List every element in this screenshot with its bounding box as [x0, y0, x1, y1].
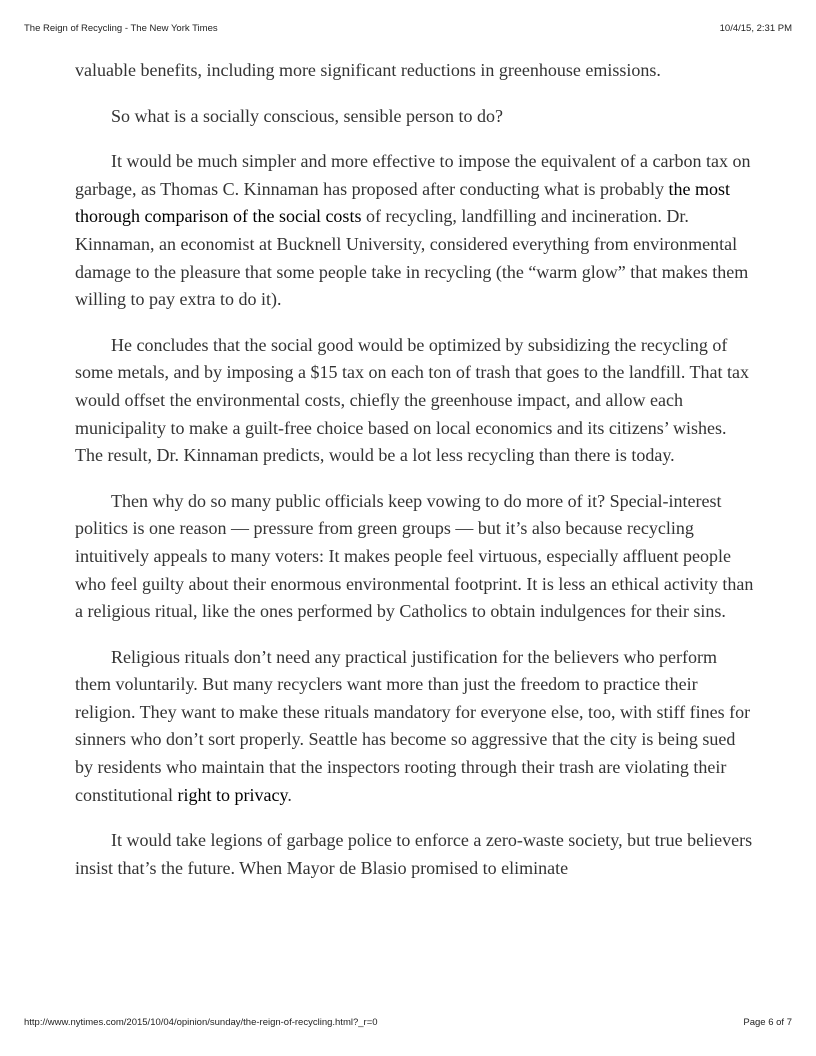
print-datetime: 10/4/15, 2:31 PM — [719, 23, 792, 34]
paragraph-3 — [75, 148, 755, 314]
paragraph-7 — [75, 827, 755, 882]
paragraph-6-text-after: . — [287, 784, 292, 805]
paragraph-4-text: He concludes that the social good would be optimized by subsidizing the recycling of some metals, and by imposing a $15 tax on each ton of trash that goes to the landfill. That tax would offset the environmental costs, chiefly the greenhouse impact, and allow each municipality to make a guilt-free choice based on local economics and its citizens’ wishes. The result, Dr. Kinnaman predicts, would be a lot less recycling than there is today. — [75, 334, 750, 466]
paragraph-6 — [75, 644, 755, 810]
paragraph-2-text: So what is a socially conscious, sensible person to do? — [111, 105, 503, 126]
paragraph-2 — [75, 103, 755, 131]
article-body — [75, 57, 755, 900]
print-header — [24, 23, 792, 34]
paragraph-7-text: It would take legions of garbage police to enforce a zero-waste society, but true believers insist that’s the future. When Mayor de Blasio promised to eliminate — [75, 830, 753, 878]
page-title: The Reign of Recycling - The New York Times — [24, 23, 218, 34]
paragraph-4 — [75, 332, 755, 470]
paragraph-1-text: valuable benefits, including more significant reductions in greenhouse emissions. — [75, 60, 661, 80]
paragraph-1 — [75, 57, 755, 85]
paragraph-6-text-before: Religious rituals don’t need any practical justification for the believers who perform them voluntarily. But many recyclers want more than just the freedom to practice their religion. They want to make these rituals mandatory for everyone else, too, with stiff fines for sinners who don’t sort properly. Seattle has become so aggressive that the city is being sued by residents who maintain that the inspectors rooting through their trash are violating their constitutional — [75, 646, 751, 805]
print-footer — [24, 1017, 792, 1028]
page-url: http://www.nytimes.com/2015/10/04/opinion/sunday/the-reign-of-recycling.html?_r=0 — [24, 1017, 378, 1028]
paragraph-3-text-after: of recycling, landfilling and incineration. Dr. Kinnaman, an economist at Bucknell University, considered everything from environmental damage to the pleasure that some people take in recycling (the “warm glow” that makes them willing to pay extra to do it). — [75, 206, 749, 310]
paragraph-3-text-before: It would be much simpler and more effective to impose the equivalent of a carbon tax on garbage, as Thomas C. Kinnaman has proposed after conducting what is probably — [75, 151, 751, 199]
paragraph-5 — [75, 488, 755, 626]
right-to-privacy-link[interactable]: right to privacy — [177, 784, 288, 805]
paragraph-5-text: Then why do so many public officials keep vowing to do more of it? Special-interest politics is one reason — pressure from green groups — but it’s also because recycling intuitively appeals to many voters: It makes people feel virtuous, especially affluent people who feel guilty about their enormous environmental footprint. It is less an ethical activity than a religious ritual, like the ones performed by Catholics to obtain indulgences for their sins. — [75, 490, 754, 622]
social-costs-comparison-link[interactable]: the most thorough comparison of the social costs — [75, 178, 731, 227]
page-number: Page 6 of 7 — [743, 1017, 792, 1028]
